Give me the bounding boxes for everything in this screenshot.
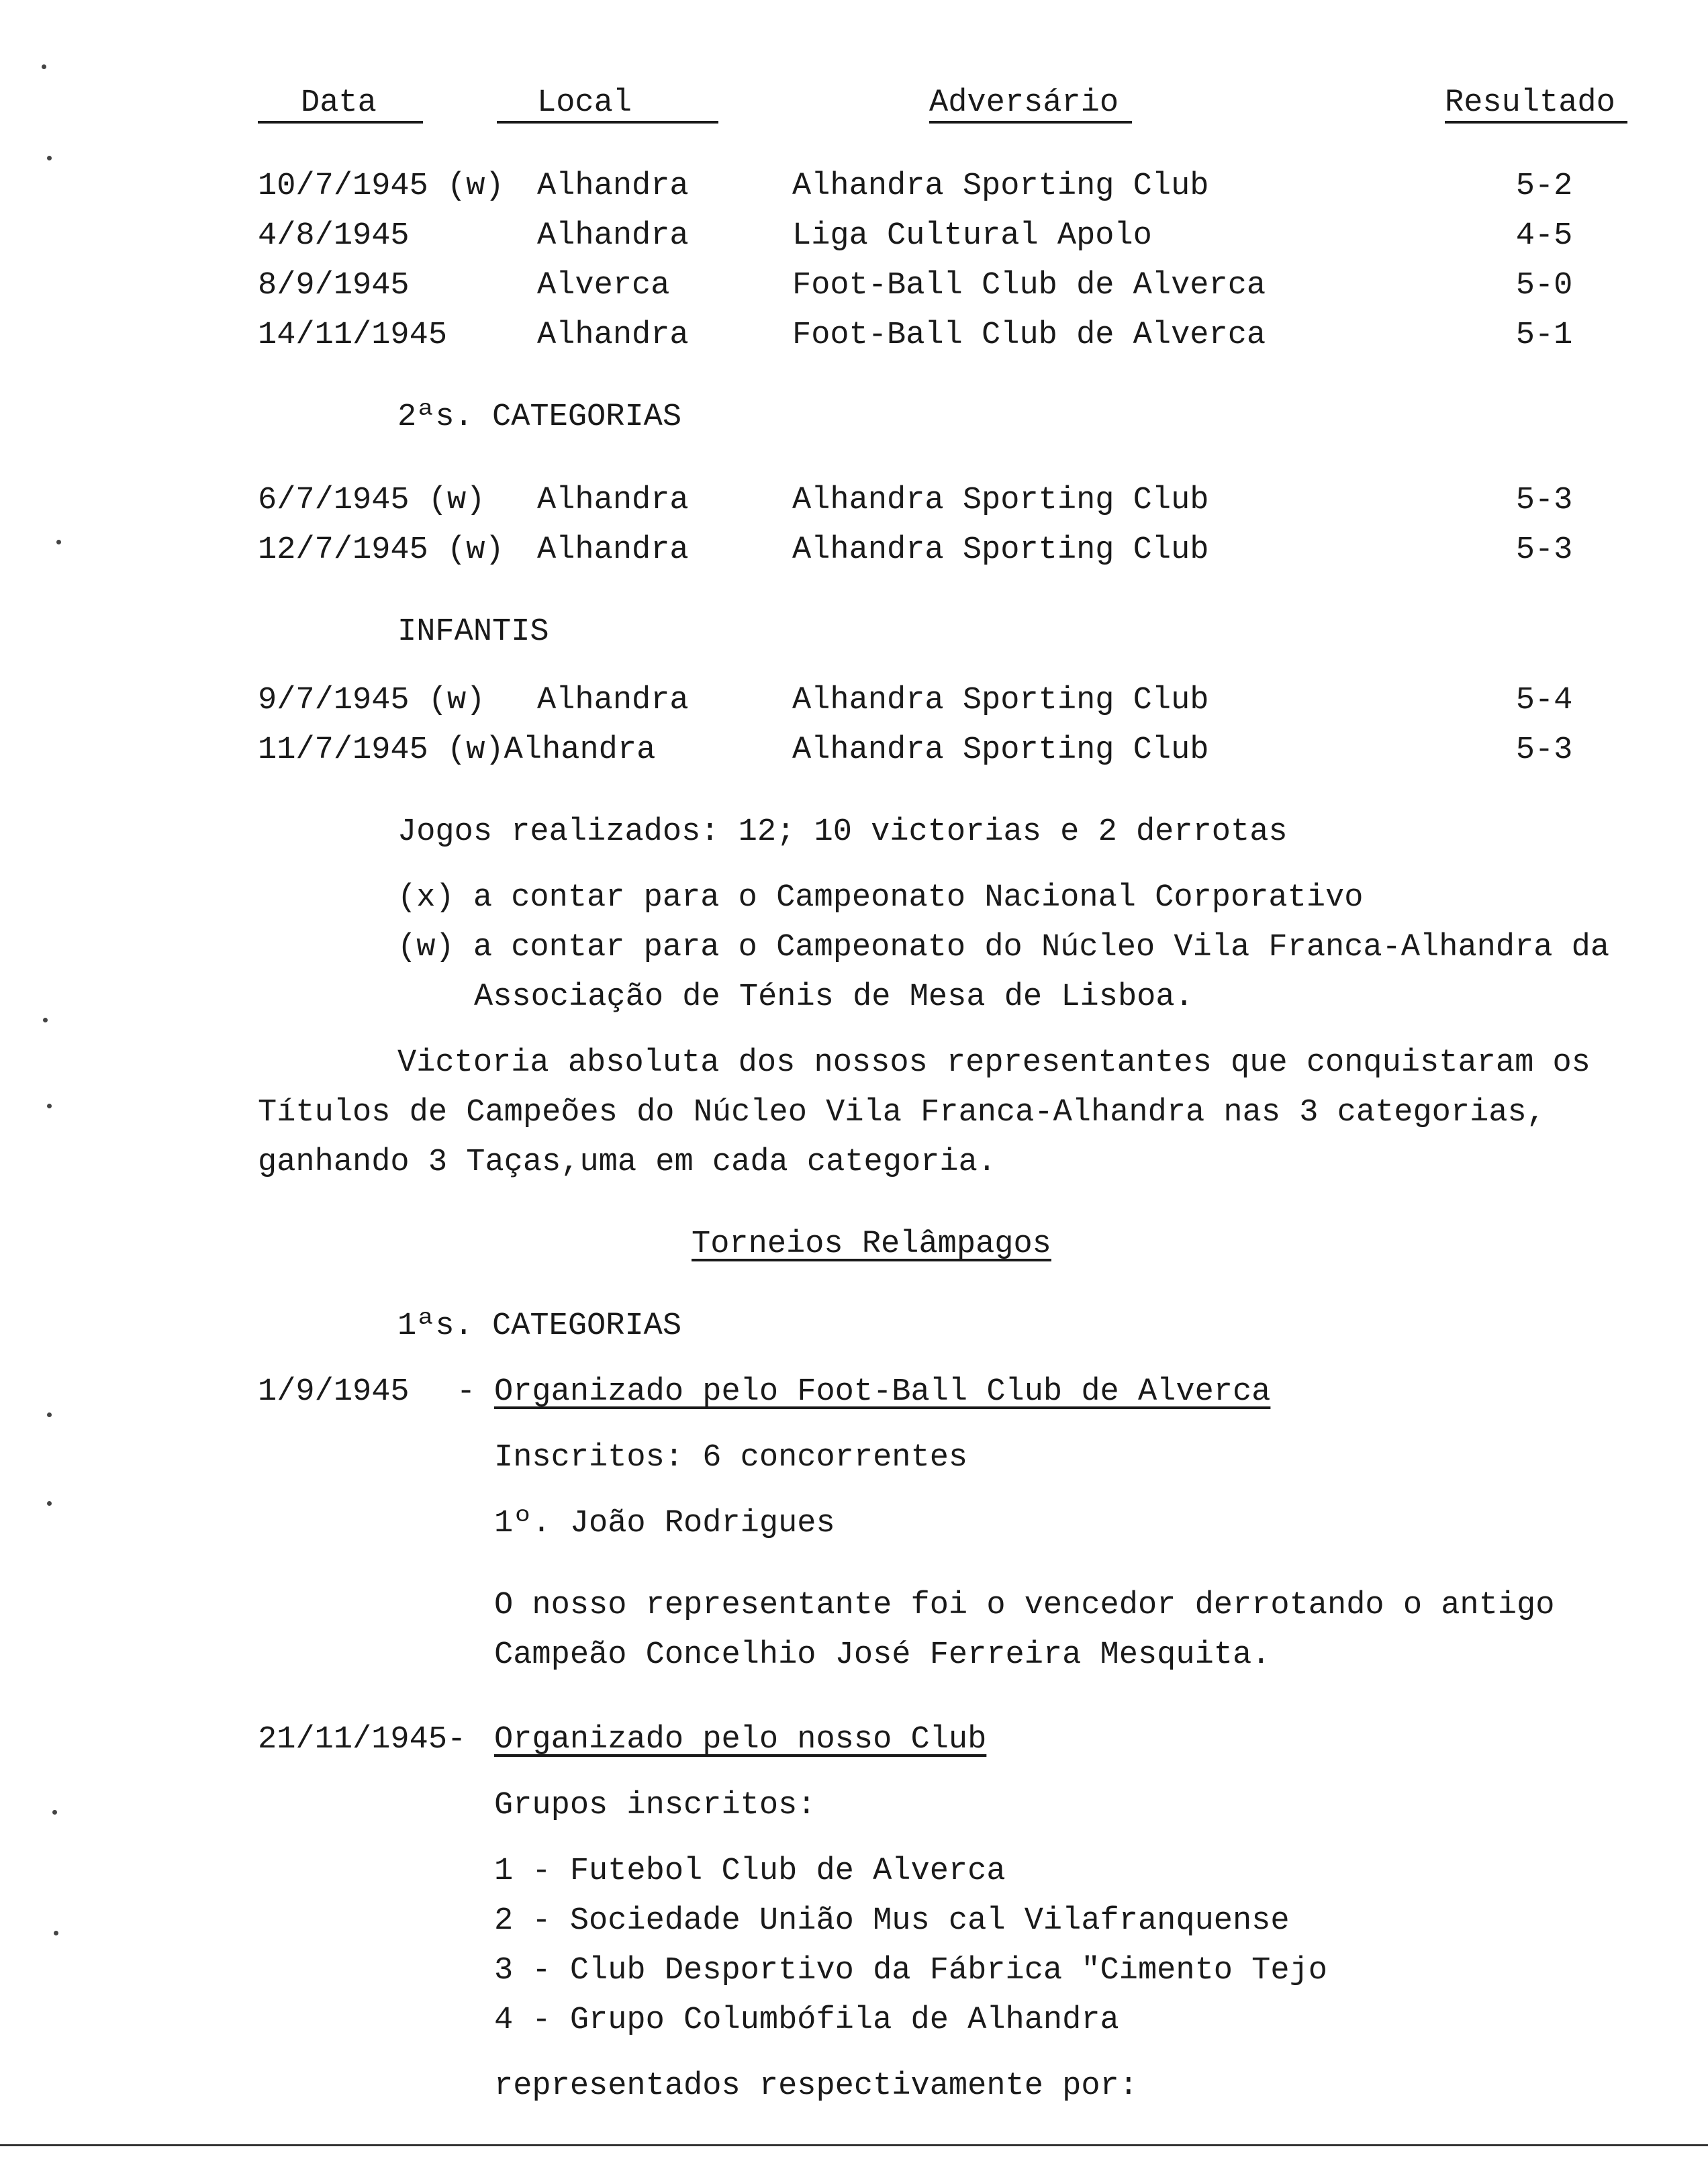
group-item: 4 - Grupo Columbófila de Alhandra: [494, 2003, 1119, 2038]
tournament-dash: -: [457, 1374, 476, 1410]
row-date: 4/8/1945: [258, 218, 410, 254]
row-local: Alhandra: [537, 169, 689, 204]
row-date: 9/7/1945 (w): [258, 683, 485, 718]
section-heading-segundas: 2ªs. CATEGORIAS: [397, 399, 682, 435]
row-date: 8/9/1945: [258, 268, 410, 303]
row-opponent: Alhandra Sporting Club: [792, 532, 1209, 568]
represented-by: representados respectivamente por:: [494, 2068, 1138, 2104]
row-local: Alhandra: [537, 483, 689, 518]
row-result: 4-5: [1515, 218, 1573, 254]
row-date: 12/7/1945 (w): [258, 532, 504, 568]
scan-speck: [47, 156, 52, 160]
scan-speck: [43, 1018, 48, 1022]
row-result: 5-3: [1515, 732, 1573, 768]
header-data: Data: [301, 85, 377, 121]
header-resultado-rule: [1445, 121, 1627, 124]
page-bottom-edge: [0, 2144, 1708, 2146]
header-local: Local: [537, 85, 632, 121]
header-local-rule: [497, 121, 718, 124]
paragraph-line: ganhando 3 Taças,uma em cada categoria.: [258, 1145, 996, 1180]
scan-speck: [47, 1501, 52, 1506]
row-local: Alhandra: [537, 318, 689, 353]
row-result: 5-2: [1515, 169, 1573, 204]
tournament-title: Organizado pelo Foot-Ball Club de Alverca: [494, 1374, 1271, 1410]
row-result: 5-3: [1515, 483, 1573, 518]
section-heading-primeiras: 1ªs. CATEGORIAS: [397, 1308, 682, 1344]
scan-speck: [54, 1931, 58, 1935]
header-adversario-rule: [929, 121, 1132, 124]
tournament-date: 21/11/1945-: [258, 1722, 467, 1758]
row-opponent: Foot-Ball Club de Alverca: [792, 268, 1266, 303]
group-item: 3 - Club Desportivo da Fábrica "Cimento Tejo: [494, 1953, 1328, 1988]
row-opponent: Liga Cultural Apolo: [792, 218, 1152, 254]
games-summary: Jogos realizados: 12; 10 victorias e 2 derrotas: [397, 814, 1288, 850]
paragraph-line: Victoria absoluta dos nossos representantes que conquistaram os: [397, 1045, 1591, 1081]
note-w: (w) a contar para o Campeonato do Núcleo Vila Franca-Alhandra da: [397, 930, 1610, 965]
header-adversario: Adversário: [929, 85, 1119, 121]
tournament-description-continued: Campeão Concelhio José Ferreira Mesquita.: [494, 1637, 1271, 1673]
groups-label: Grupos inscritos:: [494, 1788, 816, 1823]
scan-speck: [42, 64, 46, 69]
row-local: Alhandra: [537, 218, 689, 254]
tournament-description: O nosso representante foi o vencedor derrotando o antigo: [494, 1588, 1555, 1623]
row-local: Alhandra: [537, 683, 689, 718]
header-resultado: Resultado: [1445, 85, 1615, 121]
row-local: Alverca: [537, 268, 670, 303]
section-title-torneios: Torneios Relâmpagos: [692, 1227, 1051, 1262]
row-date: 14/11/1945: [258, 318, 448, 353]
scan-speck: [47, 1412, 52, 1417]
paragraph-line: Títulos de Campeões do Núcleo Vila Franca-Alhandra nas 3 categorias,: [258, 1095, 1546, 1131]
tournament-winner: 1º. João Rodrigues: [494, 1506, 835, 1541]
row-result: 5-3: [1515, 532, 1573, 568]
row-opponent: Alhandra Sporting Club: [792, 483, 1209, 518]
row-date: 10/7/1945 (w): [258, 169, 504, 204]
row-date: 6/7/1945 (w): [258, 483, 485, 518]
row-opponent: Alhandra Sporting Club: [792, 169, 1209, 204]
tournament-date: 1/9/1945: [258, 1374, 410, 1410]
group-item: 1 - Futebol Club de Alverca: [494, 1854, 1006, 1889]
group-item: 2 - Sociedade União Mus cal Vilafranquense: [494, 1903, 1290, 1939]
scan-speck: [56, 540, 61, 544]
note-x: (x) a contar para o Campeonato Nacional Corporativo: [397, 880, 1364, 916]
scan-speck: [52, 1810, 57, 1815]
row-opponent: Alhandra Sporting Club: [792, 683, 1209, 718]
row-result: 5-4: [1515, 683, 1573, 718]
row-date: 11/7/1945 (w)Alhandra: [258, 732, 656, 768]
row-opponent: Alhandra Sporting Club: [792, 732, 1209, 768]
row-result: 5-1: [1515, 318, 1573, 353]
header-data-rule: [258, 121, 423, 124]
row-result: 5-0: [1515, 268, 1573, 303]
scan-speck: [47, 1104, 52, 1108]
note-w-continued: Associação de Ténis de Mesa de Lisboa.: [474, 979, 1194, 1015]
tournament-title: Organizado pelo nosso Club: [494, 1722, 987, 1758]
tournament-inscritos: Inscritos: 6 concorrentes: [494, 1440, 968, 1476]
row-opponent: Foot-Ball Club de Alverca: [792, 318, 1266, 353]
row-local: Alhandra: [537, 532, 689, 568]
section-heading-infantis: INFANTIS: [397, 614, 549, 650]
